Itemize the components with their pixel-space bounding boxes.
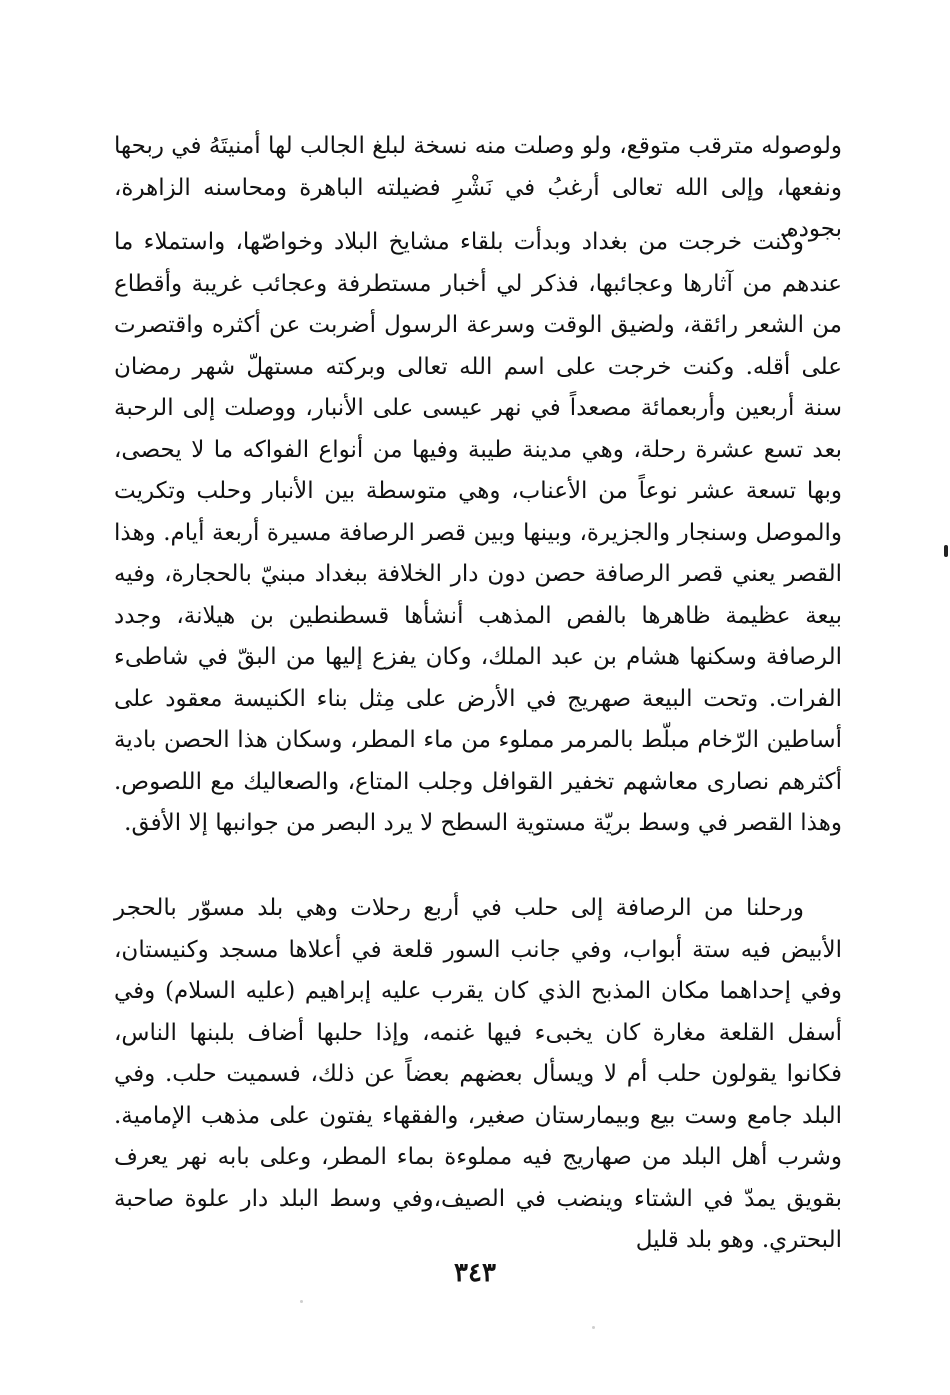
paragraph-3: ورحلنا من الرصافة إلى حلب في أربع رحلات وهي بلد مسوّر بالحجر الأبيض فيه ستة أبواب، وفي جانب السور قلعة في أعلاها مسجد وكنيستان، وفي إحداهما مكان المذبح الذي كان يقرب عليه إبراهيم (عليه السلام) وفي أسفل القلعة مغارة كان يخبىء فيها غنمه، وإذا حلبها أضاف بلبنها الناس، فكانوا يقولون حلب أم لا ويسأل بعضهم بعضاً عن ذلك، فسميت حلب. وفي البلد جامع وست بيع وبيمارستان صغير، والفقهاء يفتون على مذهب الإمامية. وشرب أهل البلد من صهاريج فيه مملوءة بماء المطر، وعلى بابه نهر يعرف بقويق يمدّ في الشتاء وينضب في الصيف،وفي وسط البلد دار علوة صاحبة البحتري. وهو بلد قليل <box>114 895 842 1253</box>
scan-speck <box>592 1326 595 1329</box>
page-number: ٣٤٣ <box>454 1258 496 1288</box>
margin-mark <box>944 545 948 557</box>
paragraph-block-2 <box>114 222 842 845</box>
paragraph-block-3 <box>114 888 842 1262</box>
scan-speck <box>300 1300 303 1303</box>
paragraph-1: ولوصوله مترقب متوقع، ولو وصلت منه نسخة لبلغ الجالب لها أمنيتَهُ في ربحها ونفعها، وإلى الله تعالى أرغبُ في نَشْرِ فضيلته الباهرة ومحاسنه الزاهرة، بجوده. <box>114 133 842 242</box>
paragraph-2: وكنت خرجت من بغداد وبدأت بلقاء مشايخ البلاد وخواصّها، واستملاء ما عندهم من آثارها وعجائبها، فذكر لي أخبار مستطرفة وعجائب غريبة وأقطاع من الشعر رائقة، ولضيق الوقت وسرعة الرسول أضربت عن أكثره واقتصرت على أقله. وكنت خرجت على اسم الله تعالى وبركته مستهلّ شهر رمضان سنة أربعين وأربعمائة مصعداً في نهر عيسى على الأنبار، ووصلت إلى الرحبة بعد تسع عشرة رحلة، وهي مدينة طيبة وفيها من أنواع الفواكه ما لا يحصى، وبها تسعة عشر نوعاً من الأعناب، وهي متوسطة بين الأنبار وحلب وتكريت والموصل وسنجار والجزيرة، وبينها وبين قصر الرصافة مسيرة أربعة أيام. وهذا القصر يعني قصر الرصافة حصن دون دار الخلافة ببغداد مبنيّ بالحجارة، وفيه بيعة عظيمة ظاهرها بالفص المذهب أنشأها قسطنطين بن هيلانة، وجدد الرصافة وسكنها هشام بن عبد الملك، وكان يفزع إليها من البقّ في شاطىء الفرات. وتحت البيعة صهريج في الأرض على مِثل بناء الكنيسة معقود على أساطين الرّخام مبلّط بالمرمر مملوء من ماء المطر، وسكان هذا الحصن بادية أكثرهم نصارى معاشهم تخفير القوافل وجلب المتاع، والصعاليك مع اللصوص. وهذا القصر في وسط بريّة مستوية السطح لا يرد البصر من جوانبها إلا الأفق. <box>114 229 842 836</box>
